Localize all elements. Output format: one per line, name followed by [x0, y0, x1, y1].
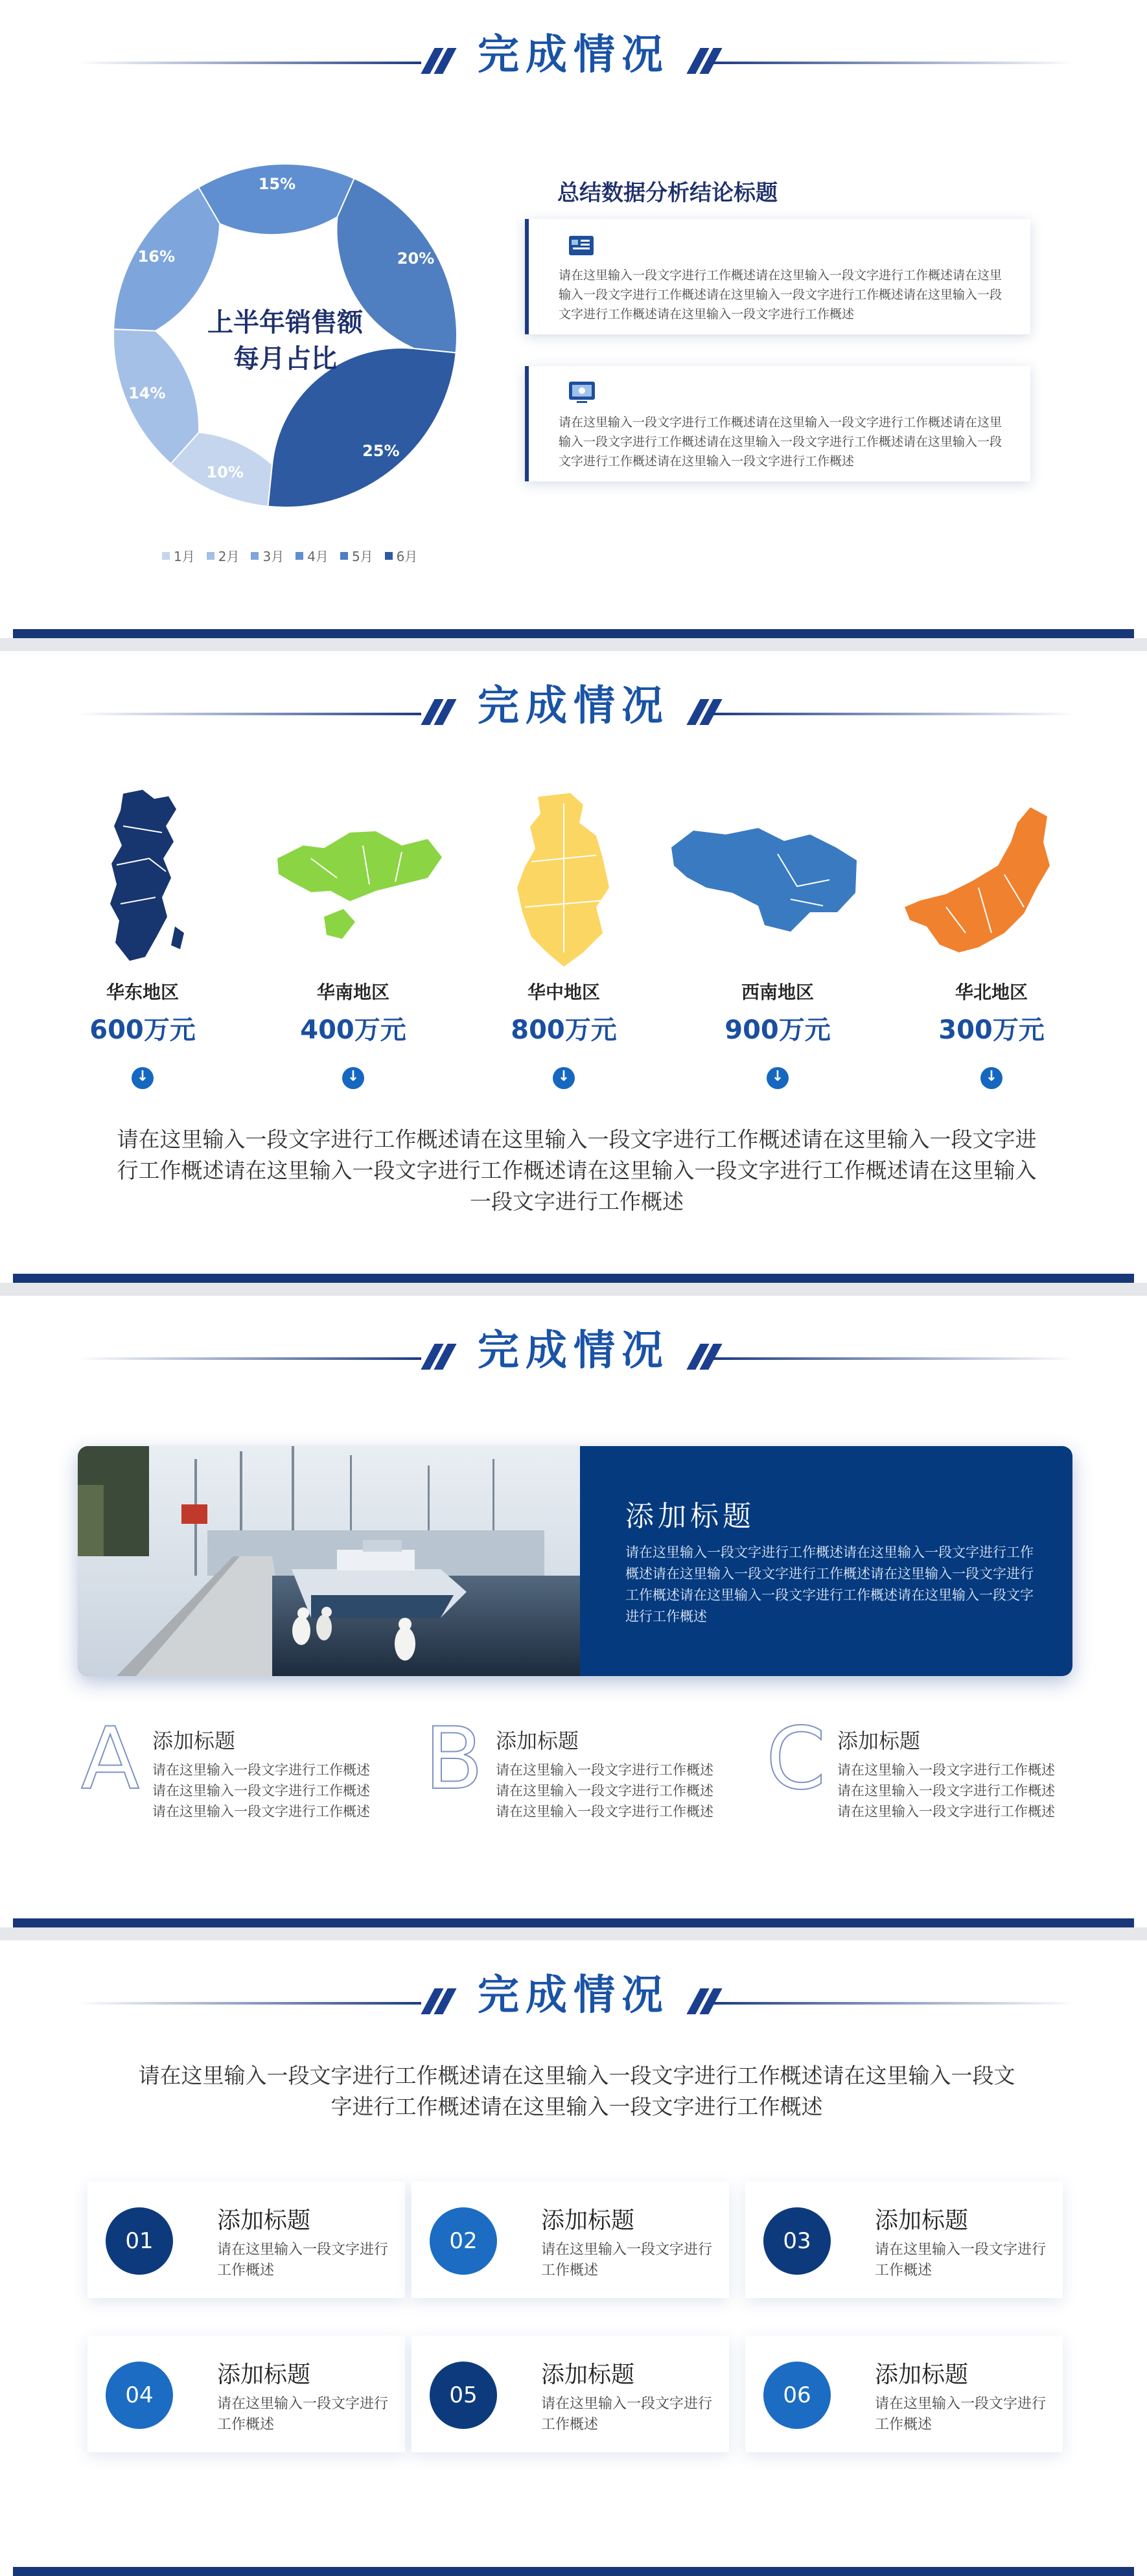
point-text: 请在这里输入一段文字进行工作概述请在这里输入一段文字进行工作概述请在这里输入一段文字进行工作概述 [152, 1762, 370, 1819]
legend-swatch [340, 552, 348, 560]
harbor-illustration [78, 1446, 580, 1676]
title-line-right [713, 2002, 1076, 2005]
slide-title: 完成情况 [478, 682, 669, 730]
central-china-map [512, 790, 616, 969]
step-title: 添加标题 [217, 2207, 311, 2234]
analysis-heading: 总结数据分析结论标题 [557, 180, 778, 206]
intro-text: 请在这里输入一段文字进行工作概述请在这里输入一段文字进行工作概述请在这里输入一段文字进行工作概述请在这里输入一段文字进行工作概述 [138, 2063, 1015, 2119]
regions-description: 请在这里输入一段文字进行工作概述请在这里输入一段文字进行工作概述请在这里输入一段文字进行工作概述请在这里输入一段文字进行工作概述请在这里输入一段文字进行工作概述请在这里输入一段文字进行工作概述 [117, 1127, 1037, 1214]
east-china-map [104, 787, 194, 965]
chart-legend [162, 546, 417, 565]
map-island [324, 909, 355, 939]
step-title: 添加标题 [541, 2362, 635, 2388]
slide-bottom-bar [13, 629, 1134, 638]
point-b [424, 1709, 736, 1846]
donut-center-label [130, 305, 441, 377]
step-card [87, 2336, 405, 2452]
slide-bottom-bar [13, 2567, 1134, 2576]
legend-label: 6月 [396, 549, 418, 564]
letter-a: A [81, 1709, 140, 1809]
letter-b: B [424, 1709, 483, 1809]
south-china-map [272, 820, 447, 943]
point-title: 添加标题 [496, 1729, 579, 1753]
arrow-down-icon [553, 1067, 575, 1089]
slide-bottom-bar [13, 1918, 1134, 1927]
region-value: 800万元 [511, 1015, 617, 1045]
step-number: 06 [763, 2362, 831, 2429]
slide-title: 完成情况 [478, 31, 669, 79]
step-card [745, 2181, 1063, 2298]
legend-label: 3月 [262, 549, 284, 564]
legend-label: 4月 [307, 549, 329, 564]
panel-text: 请在这里输入一段文字进行工作概述请在这里输入一段文字进行工作概述请在这里输入一段文字进行工作概述请在这里输入一段文字进行工作概述请在这里输入一段文字进行工作概述请在这里输入一段文字进行工作概述 [625, 1545, 1034, 1624]
region-value: 900万元 [724, 1015, 831, 1045]
slide-title-row [0, 677, 1147, 735]
map-shape [110, 790, 176, 961]
legend-item [295, 546, 329, 565]
point-title: 添加标题 [152, 1729, 236, 1753]
region-name: 华东地区 [106, 982, 179, 1003]
monitor-icon [565, 380, 601, 406]
slide-title: 完成情况 [478, 1972, 669, 2019]
step-number: 03 [763, 2207, 831, 2275]
arrow-down-icon [132, 1067, 154, 1089]
slide-title-row [0, 1966, 1147, 2025]
step-title: 添加标题 [875, 2207, 969, 2234]
step-number: 01 [106, 2207, 173, 2275]
north-china-map [901, 803, 1056, 956]
summary-card [525, 366, 1030, 481]
step-card [411, 2181, 729, 2298]
title-line-right [713, 713, 1076, 715]
step-number: 05 [430, 2362, 497, 2429]
title-line-right [713, 1357, 1076, 1360]
point-c [766, 1709, 1077, 1846]
slide-1 [0, 0, 1147, 638]
slice-label: 14% [128, 384, 166, 403]
step-text: 请在这里输入一段文字进行工作概述 [541, 2242, 713, 2279]
southwest-china-map [667, 815, 862, 938]
donut-center-line2: 每月占比 [233, 344, 337, 374]
region-southwest [693, 978, 862, 1089]
region-central [480, 978, 648, 1089]
feature-panel [78, 1446, 1072, 1676]
legend-swatch [162, 552, 170, 560]
legend-item [385, 546, 418, 565]
title-line-left [78, 1357, 421, 1360]
step-text: 请在这里输入一段文字进行工作概述 [541, 2396, 713, 2433]
legend-label: 1月 [174, 549, 195, 564]
step-number: 04 [106, 2362, 173, 2429]
legend-swatch [385, 552, 393, 560]
step-card [411, 2336, 729, 2452]
slide-title-row [0, 1322, 1147, 1380]
legend-swatch [207, 552, 214, 560]
harbor-photo [78, 1446, 580, 1676]
legend-swatch [295, 552, 303, 560]
region-name: 华中地区 [527, 982, 600, 1003]
region-value: 600万元 [89, 1015, 196, 1045]
panel-title: 添加标题 [625, 1500, 755, 1533]
arrow-down-icon [980, 1067, 1002, 1089]
region-value: 400万元 [300, 1015, 406, 1045]
card-text: 请在这里输入一段文字进行工作概述请在这里输入一段文字进行工作概述请在这里输入一段文字进行工作概述请在这里输入一段文字进行工作概述请在这里输入一段文字进行工作概述请在这里输入一段文字进行工作概述 [559, 268, 1002, 321]
region-east [58, 978, 227, 1089]
region-north [907, 978, 1076, 1089]
slice-label: 25% [362, 441, 400, 460]
map-island [171, 926, 184, 949]
step-text: 请在这里输入一段文字进行工作概述 [875, 2242, 1047, 2279]
step-title: 添加标题 [217, 2362, 311, 2388]
point-text: 请在这里输入一段文字进行工作概述请在这里输入一段文字进行工作概述请在这里输入一段文字进行工作概述 [496, 1762, 713, 1819]
slide-title: 完成情况 [478, 1327, 669, 1375]
region-value: 300万元 [938, 1015, 1045, 1045]
slice-label: 15% [258, 174, 296, 193]
step-number: 02 [430, 2207, 497, 2275]
legend-swatch [251, 552, 259, 560]
point-a [81, 1709, 392, 1846]
donut-center-line1: 上半年销售额 [207, 308, 363, 338]
legend-item [162, 546, 195, 565]
slice-label: 20% [397, 249, 435, 268]
step-card [745, 2336, 1063, 2452]
step-text: 请在这里输入一段文字进行工作概述 [875, 2396, 1047, 2433]
point-text: 请在这里输入一段文字进行工作概述请在这里输入一段文字进行工作概述请在这里输入一段文字进行工作概述 [837, 1762, 1055, 1819]
step-title: 添加标题 [541, 2207, 635, 2234]
document-icon [565, 233, 601, 259]
region-south [269, 978, 437, 1089]
point-title: 添加标题 [837, 1729, 921, 1753]
map-shape [277, 831, 442, 901]
title-line-left [78, 713, 421, 715]
region-name: 西南地区 [741, 982, 814, 1003]
step-text: 请在这里输入一段文字进行工作概述 [217, 2242, 389, 2279]
legend-label: 2月 [218, 549, 240, 564]
legend-item [251, 546, 284, 565]
card-text: 请在这里输入一段文字进行工作概述请在这里输入一段文字进行工作概述请在这里输入一段文字进行工作概述请在这里输入一段文字进行工作概述请在这里输入一段文字进行工作概述请在这里输入一段文字进行工作概述 [559, 415, 1002, 468]
slice-label: 16% [137, 247, 175, 266]
legend-item [207, 546, 240, 565]
legend-label: 5月 [351, 549, 373, 564]
arrow-down-icon [767, 1067, 789, 1089]
step-title: 添加标题 [875, 2362, 969, 2388]
title-line-left [78, 2002, 421, 2005]
map-shape [905, 807, 1050, 952]
letter-c: C [766, 1709, 826, 1809]
step-card [87, 2181, 405, 2298]
legend-item [340, 546, 373, 565]
region-name: 华北地区 [955, 982, 1028, 1003]
summary-card [525, 219, 1030, 334]
slice-label: 10% [206, 463, 244, 481]
region-name: 华南地区 [316, 982, 389, 1003]
slide-bottom-bar [13, 1274, 1134, 1283]
arrow-down-icon [342, 1067, 364, 1089]
step-text: 请在这里输入一段文字进行工作概述 [217, 2396, 389, 2433]
